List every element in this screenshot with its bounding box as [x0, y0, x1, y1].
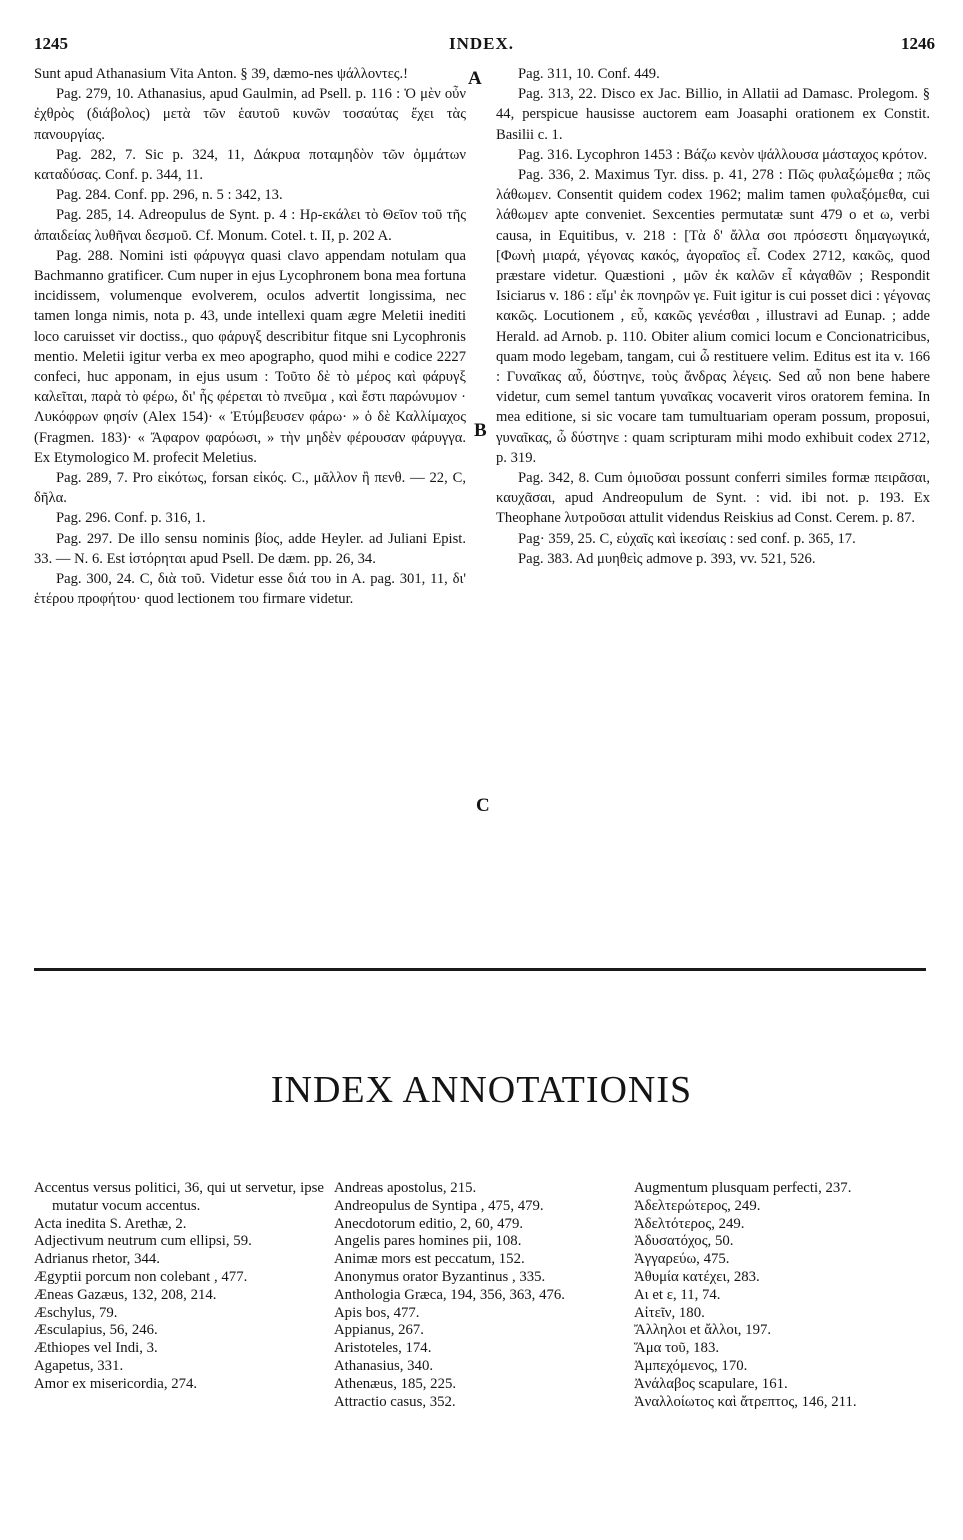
- note-paragraph: Pag. 313, 22. Disco ex Jac. Billio, in Allatii ad Damasc. Prolegom. § 44, perspicue hausisse auctorem eam Joasaphi orationem ex Constit. Basilii c. 1.: [496, 86, 930, 143]
- margin-letter-c: C: [476, 795, 490, 816]
- index-entry: Ἀγγαρεύω, 475.: [634, 1251, 730, 1268]
- index-column-1: [34, 1180, 324, 1394]
- index-entry: Andreas apostolus, 215.: [334, 1180, 477, 1196]
- section-title: INDEX ANNOTATIONIS: [270, 1069, 693, 1111]
- left-page-number: 1245: [34, 34, 68, 53]
- section-divider: [34, 968, 926, 971]
- index-entry: Ἀναλλοίωτος καὶ ἄτρεπτος, 146, 211.: [634, 1393, 857, 1410]
- index-entry: Amor ex misericordia, 274.: [34, 1375, 198, 1392]
- note-paragraph: Pag. 336, 2. Maximus Tyr. diss. p. 41, 278 : Πῶς φυλαξώμεθα ; πῶς λάθωμεν. Consentit quidem codex 1962; malim tamen φυλαξόμεθα, cui λάθωμεν apte conveniet. Sexcenties permutatæ sunt 479 o et ω, verbi causa, in Equitibus, v. 218 : [Τὰ δ' ἄλλα σοι πρόσεστι δημαγωγικά, [Φωνὴ μιαρά, γέγονας κακός, ἀγοραῖος εἶ. Codex 2712, κακῶς, quod præstare videtur. Quæstioni , μῶν ἐκ καλῶν εἶ κἀγαθῶν ; Respondit Isiciarus v. 186 : εἴμ' ἐκ πονηρῶν γε. Fuit igitur is cui posset dici : γέγονας κακῶς. Locutionem , εὖ, κακῶς γενέσθαι , illustravi ad Eunap. ; adde Herald. ad Arnob. p. 110. Obiter alium comici locum e Concionatricibus, quam modo legebam, tangam, cui ὦ restituere velim. Editus est ita v. 166 : Γυναῖκας αὖ, δύστηνε, τοὺς ἄνδρας λέγεις. Sed αὖ non bene habere videtur, cum semel tantum γυναῖκας vocaverit viros oratorem femina. In mea editione, si sic vocare tam tumultuariam operam possum, proposui, γυναῖκας, ὦ δύστηνε : quam scripturam mihi modo exhibuit codex 2712, p. 319.: [496, 167, 930, 466]
- index-entry: Anonymus orator Byzantinus , 335.: [334, 1268, 546, 1285]
- note-paragraph: Pag. 300, 24. C, διὰ τοῦ. Videtur esse διά του in A. pag. 301, 11, δι' ἑτέρου προφήτου· quod lectionem του firmare videtur.: [34, 571, 466, 608]
- note-paragraph: Pag. 289, 7. Pro εἰκότως, forsan εἰκός. C., μᾶλλον ἢ πενθ. — 22, C, δῆλα.: [34, 470, 466, 507]
- index-entry: Attractio casus, 352.: [334, 1393, 456, 1410]
- index-entry: Ἀνάλαβος scapulare, 161.: [634, 1375, 788, 1392]
- running-header: [22, 34, 941, 60]
- index-entry: Αἰτεῖν, 180.: [634, 1304, 705, 1321]
- index-entry: Æthiopes vel Indi, 3.: [34, 1340, 158, 1357]
- index-entry: Athanasius, 340.: [334, 1357, 434, 1374]
- note-paragraph: Pag. 279, 10. Athanasius, apud Gaulmin, ad Psell. p. 116 : Ὁ μὲν οὖν ἐχθρὸς (διάβολος) μετὰ τῶν ἑαυτοῦ κυνῶν τοσαύτας ἔχει τὰς πανουργίας.: [34, 86, 466, 143]
- index-entry: Αι et ε, 11, 74.: [634, 1286, 721, 1303]
- index-entry: Appianus, 267.: [334, 1322, 425, 1339]
- index-entry: Acta inedita S. Arethæ, 2.: [34, 1215, 187, 1232]
- note-paragraph: Pag. 311, 10. Conf. 449.: [518, 66, 660, 82]
- right-page-number: 1246: [901, 34, 935, 53]
- index-entry: Ἀμπεχόμενος, 170.: [634, 1357, 748, 1374]
- index-entry: Æneas Gazæus, 132, 208, 214.: [34, 1286, 217, 1303]
- index-entry: Ἄλληλοι et ἄλλοι, 197.: [634, 1322, 772, 1339]
- note-paragraph: Pag. 342, 8. Cum ὁμιοῦσαι possunt conferri similes formæ πειρᾶσαι, καυχᾶσαι, apud Andreopulum de Synt. : vid. ibi not. p. 193. Ex Theophane λυτροῦσαι attulit videndus Reiskius ad Const. Cerem. p. 87.: [496, 470, 930, 527]
- index-entry: Aristoteles, 174.: [334, 1340, 432, 1357]
- note-paragraph: Pag. 282, 7. Sic p. 324, 11, Δάκρυα ποταμηδὸν τῶν ὀμμάτων καταδύσας. Conf. p. 344, 11.: [34, 146, 466, 184]
- index-column-3: [634, 1180, 926, 1411]
- note-paragraph: Pag. 285, 14. Adreopulus de Synt. p. 4 : Ηρ-εκάλει τὸ Θεῖον τοῦ τῆς ἀπαιδείας λυθῆναι δεσμοῦ. Cf. Monum. Cotel. t. II, p. 202 A.: [34, 207, 466, 244]
- index-entry: Anthologia Græca, 194, 356, 363, 476.: [334, 1286, 565, 1303]
- index-entry: Ægyptii porcum non colebant , 477.: [34, 1268, 248, 1285]
- index-entry: Animæ mors est peccatum, 152.: [334, 1251, 525, 1268]
- index-column-2: [334, 1180, 624, 1411]
- note-paragraph: Pag. 296. Conf. p. 316, 1.: [56, 510, 206, 527]
- note-paragraph: Pag· 359, 25. C, εὐχαῖς καὶ ἱκεσίαις : sed conf. p. 365, 17.: [518, 530, 856, 547]
- index-entry: Agapetus, 331.: [34, 1357, 124, 1374]
- index-entry: Anecdotorum editio, 2, 60, 479.: [334, 1215, 524, 1232]
- margin-letter-a: A: [468, 68, 482, 89]
- index-entry: Adrianus rhetor, 344.: [34, 1251, 160, 1268]
- index-entry: Ἅμα τοῦ, 183.: [634, 1340, 720, 1357]
- index-entry: Æsculapius, 56, 246.: [34, 1322, 158, 1339]
- index-entry: Andreopulus de Syntipa , 475, 479.: [334, 1197, 544, 1214]
- index-entry: Ἀδελτότερος, 249.: [634, 1215, 745, 1232]
- note-paragraph: Sunt apud Athanasium Vita Anton. § 39, dæmo-nes ψάλλοντες.!: [34, 66, 408, 82]
- note-paragraph: Pag. 284. Conf. pp. 296, n. 5 : 342, 13.: [56, 187, 283, 204]
- note-paragraph: Pag. 297. De illo sensu nominis βίος, adde Heyler. ad Juliani Epist. 33. — N. 6. Est ἱστόρηται apud Psell. De dæm. pp. 26, 34.: [34, 530, 466, 567]
- note-paragraph: Pag. 288. Nomini isti φάρυγγα quasi clavo appendam notulam qua Bachmanno gratificer. Cum nuper in ejus Lycophronem bona mea fortuna incidissem, volumenque evolverem, oculos advertit longissima, nec tamen longa nimis, nota p. 43, unde intellexi quam ægre Meletii inediti loco caruisset vir doctiss., quo φάρυγξ describitur fitque sni Lycophronis mentio. Meletii igitur verba ex meo apographo, quod mihi e codice 2227 confeci, huc apponam, in ejus usum : Τοῦτο δὲ τὸ μέρος καὶ φάρυγξ καλεῖται, παρὰ τὸ φέρω, δι' ἧς φέρεται τὸ πνεῦμα , καὶ ἔστι παρώνυμον · Λυκόφρων φησίν (Alex 154)· « Ἐτύμβευσεν φάρω· » ὁ δὲ Καλλίμαχος (Fragmen. 183)· « Ἄφαρον φαρόωσι, » τὴν μηδὲν φέρουσαν φάρυγγα. Ex Etymologico M. profecit Meletius.: [34, 247, 466, 466]
- index-entry: Apis bos, 477.: [334, 1304, 420, 1321]
- index-entry: Ἀδυσατόχος, 50.: [634, 1233, 734, 1250]
- index-entry: Augmentum plusquam perfecti, 237.: [634, 1180, 852, 1196]
- running-title: INDEX.: [448, 34, 515, 53]
- note-paragraph: Pag. 316. Lycophron 1453 : Βάζω κενὸν ψάλλουσα μάσταχος κρότον.: [518, 146, 928, 163]
- index-entry: Adjectivum neutrum cum ellipsi, 59.: [34, 1233, 252, 1250]
- index-entry: Angelis pares homines pii, 108.: [334, 1233, 522, 1250]
- index-entry: Æschylus, 79.: [34, 1304, 118, 1321]
- margin-letter-b: B: [474, 420, 487, 441]
- notes-right-column: [496, 64, 930, 569]
- index-entry: Ἀθυμία κατέχει, 283.: [634, 1268, 760, 1285]
- index-entry: Ἀδελτερώτερος, 249.: [634, 1197, 761, 1214]
- note-paragraph: Pag. 383. Ad μυηθεὶς admove p. 393, vv. 521, 526.: [518, 550, 816, 567]
- index-entry: Athenæus, 185, 225.: [334, 1375, 457, 1392]
- index-entry: Accentus versus politici, 36, qui ut servetur, ipse mutatur vocum accentus.: [34, 1180, 324, 1214]
- notes-left-column: [34, 64, 466, 609]
